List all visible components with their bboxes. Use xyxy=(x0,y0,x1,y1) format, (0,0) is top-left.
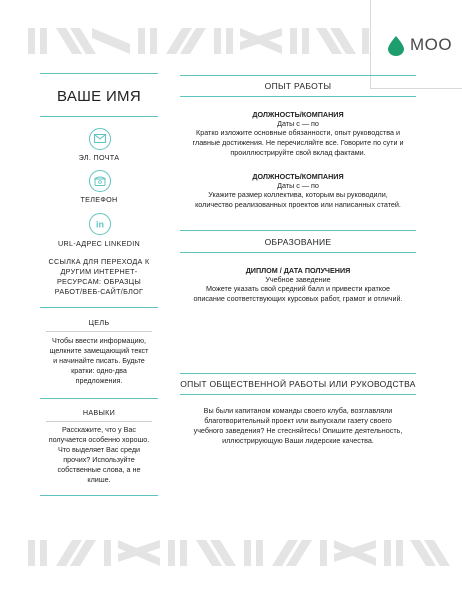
experience-top-rule xyxy=(180,75,416,76)
education-bottom-rule xyxy=(180,252,416,253)
skills-line-3: Что выделяет Вас среди xyxy=(57,445,141,454)
education-top-rule xyxy=(180,230,416,231)
skills-line-4: прочих? Используйте xyxy=(63,455,135,464)
institution: Учебное заведение xyxy=(265,275,331,284)
phone-label: ТЕЛЕФОН xyxy=(80,195,118,204)
skills-line-1: Расскажите, что у Вас xyxy=(62,425,136,434)
links-text-line-3: РЕСУРСАМ: ОБРАЗЦЫ xyxy=(56,277,142,286)
links-text-line-4: РАБОТ/ВЕБ-САЙТ/БЛОГ xyxy=(54,287,144,296)
volunteer-line-3: учебного заведения? Не стесняйтесь! Опишите деятельность, xyxy=(193,426,403,435)
skills-top-rule xyxy=(40,398,158,399)
experience-bottom-rule xyxy=(180,96,416,97)
links-text-line-2: ДРУГИМ ИНТЕРНЕТ- xyxy=(60,267,138,276)
phone-icon xyxy=(89,170,111,192)
goal-line-4: кратки: одно-два xyxy=(71,366,127,375)
volunteer-line-4: иллюстрирующую Ваши лидерские качества. xyxy=(222,436,374,445)
linkedin-icon xyxy=(89,213,111,235)
email-label: ЭЛ. ПОЧТА xyxy=(78,153,120,162)
linkedin-label: URL-АДРЕС LINKEDIN xyxy=(58,239,140,248)
goal-heading: ЦЕЛЬ xyxy=(88,318,110,327)
experience-heading: ОПЫТ РАБОТЫ xyxy=(264,81,332,91)
job1-line-1: Кратко изложите основные обязанности, опыт руководства и xyxy=(196,128,400,137)
job2-dates: Даты с — по xyxy=(277,181,319,190)
goal-line-5: предложения. xyxy=(75,376,123,385)
volunteer-heading: ОПЫТ ОБЩЕСТВЕННОЙ РАБОТЫ ИЛИ РУКОВОДСТВА xyxy=(180,379,416,389)
job1-line-3: проиллюстрируйте свой вклад фактами. xyxy=(230,148,366,157)
links-text-line-1: ССЫЛКА ДЛЯ ПЕРЕХОДА К xyxy=(48,257,150,266)
job2-title: ДОЛЖНОСТЬ/КОМПАНИЯ xyxy=(252,172,344,181)
svg-text:in: in xyxy=(96,219,104,229)
education-line-1: Можете указать свой средний балл и привести краткое xyxy=(205,284,391,293)
skills-divider xyxy=(46,421,152,422)
education-heading: ОБРАЗОВАНИЕ xyxy=(264,237,332,247)
volunteer-bottom-rule xyxy=(180,394,416,395)
volunteer-top-rule xyxy=(180,373,416,374)
email-icon xyxy=(89,128,111,150)
goal-divider xyxy=(46,331,152,332)
job2-line-1: Укажите размер коллектива, которым вы руководили, xyxy=(208,190,388,199)
goal-top-rule xyxy=(40,307,158,308)
goal-line-2: щелкните замещающий текст xyxy=(49,346,149,355)
job1-title: ДОЛЖНОСТЬ/КОМПАНИЯ xyxy=(252,110,344,119)
skills-line-6: клише. xyxy=(87,475,111,484)
job1-line-2: главные достижения. Не перечисляйте все. Говорите по сути и xyxy=(192,138,404,147)
job2-line-2: количество реализованных проектов или написанных статей. xyxy=(195,200,401,209)
volunteer-line-1: Вы были капитаном команды своего клуба, возглавляли xyxy=(203,406,393,415)
job1-dates: Даты с — по xyxy=(277,119,319,128)
logo-text: MOO xyxy=(410,35,453,54)
bottom-decorative-band xyxy=(0,540,462,566)
goal-line-3: и начинайте писать. Будьте xyxy=(53,356,145,365)
degree-title: ДИПЛОМ / ДАТА ПОЛУЧЕНИЯ xyxy=(245,266,351,275)
name-top-rule xyxy=(40,73,158,74)
skills-line-5: собственные слова, а не xyxy=(57,465,141,474)
skills-heading: НАВЫКИ xyxy=(82,408,116,417)
volunteer-line-2: благотворительный проект или выпускали газету своего xyxy=(204,416,392,425)
skills-line-2: получается особенно хорошо. xyxy=(48,435,150,444)
candidate-name: ВАШЕ ИМЯ xyxy=(57,88,141,105)
goal-line-1: Чтобы ввести информацию, xyxy=(51,336,147,345)
education-line-2: описание соответствующих курсовых работ, грамот и отличий. xyxy=(193,294,403,303)
drop-icon xyxy=(388,36,404,56)
skills-bottom-rule xyxy=(40,495,158,496)
name-bottom-rule xyxy=(40,116,158,117)
